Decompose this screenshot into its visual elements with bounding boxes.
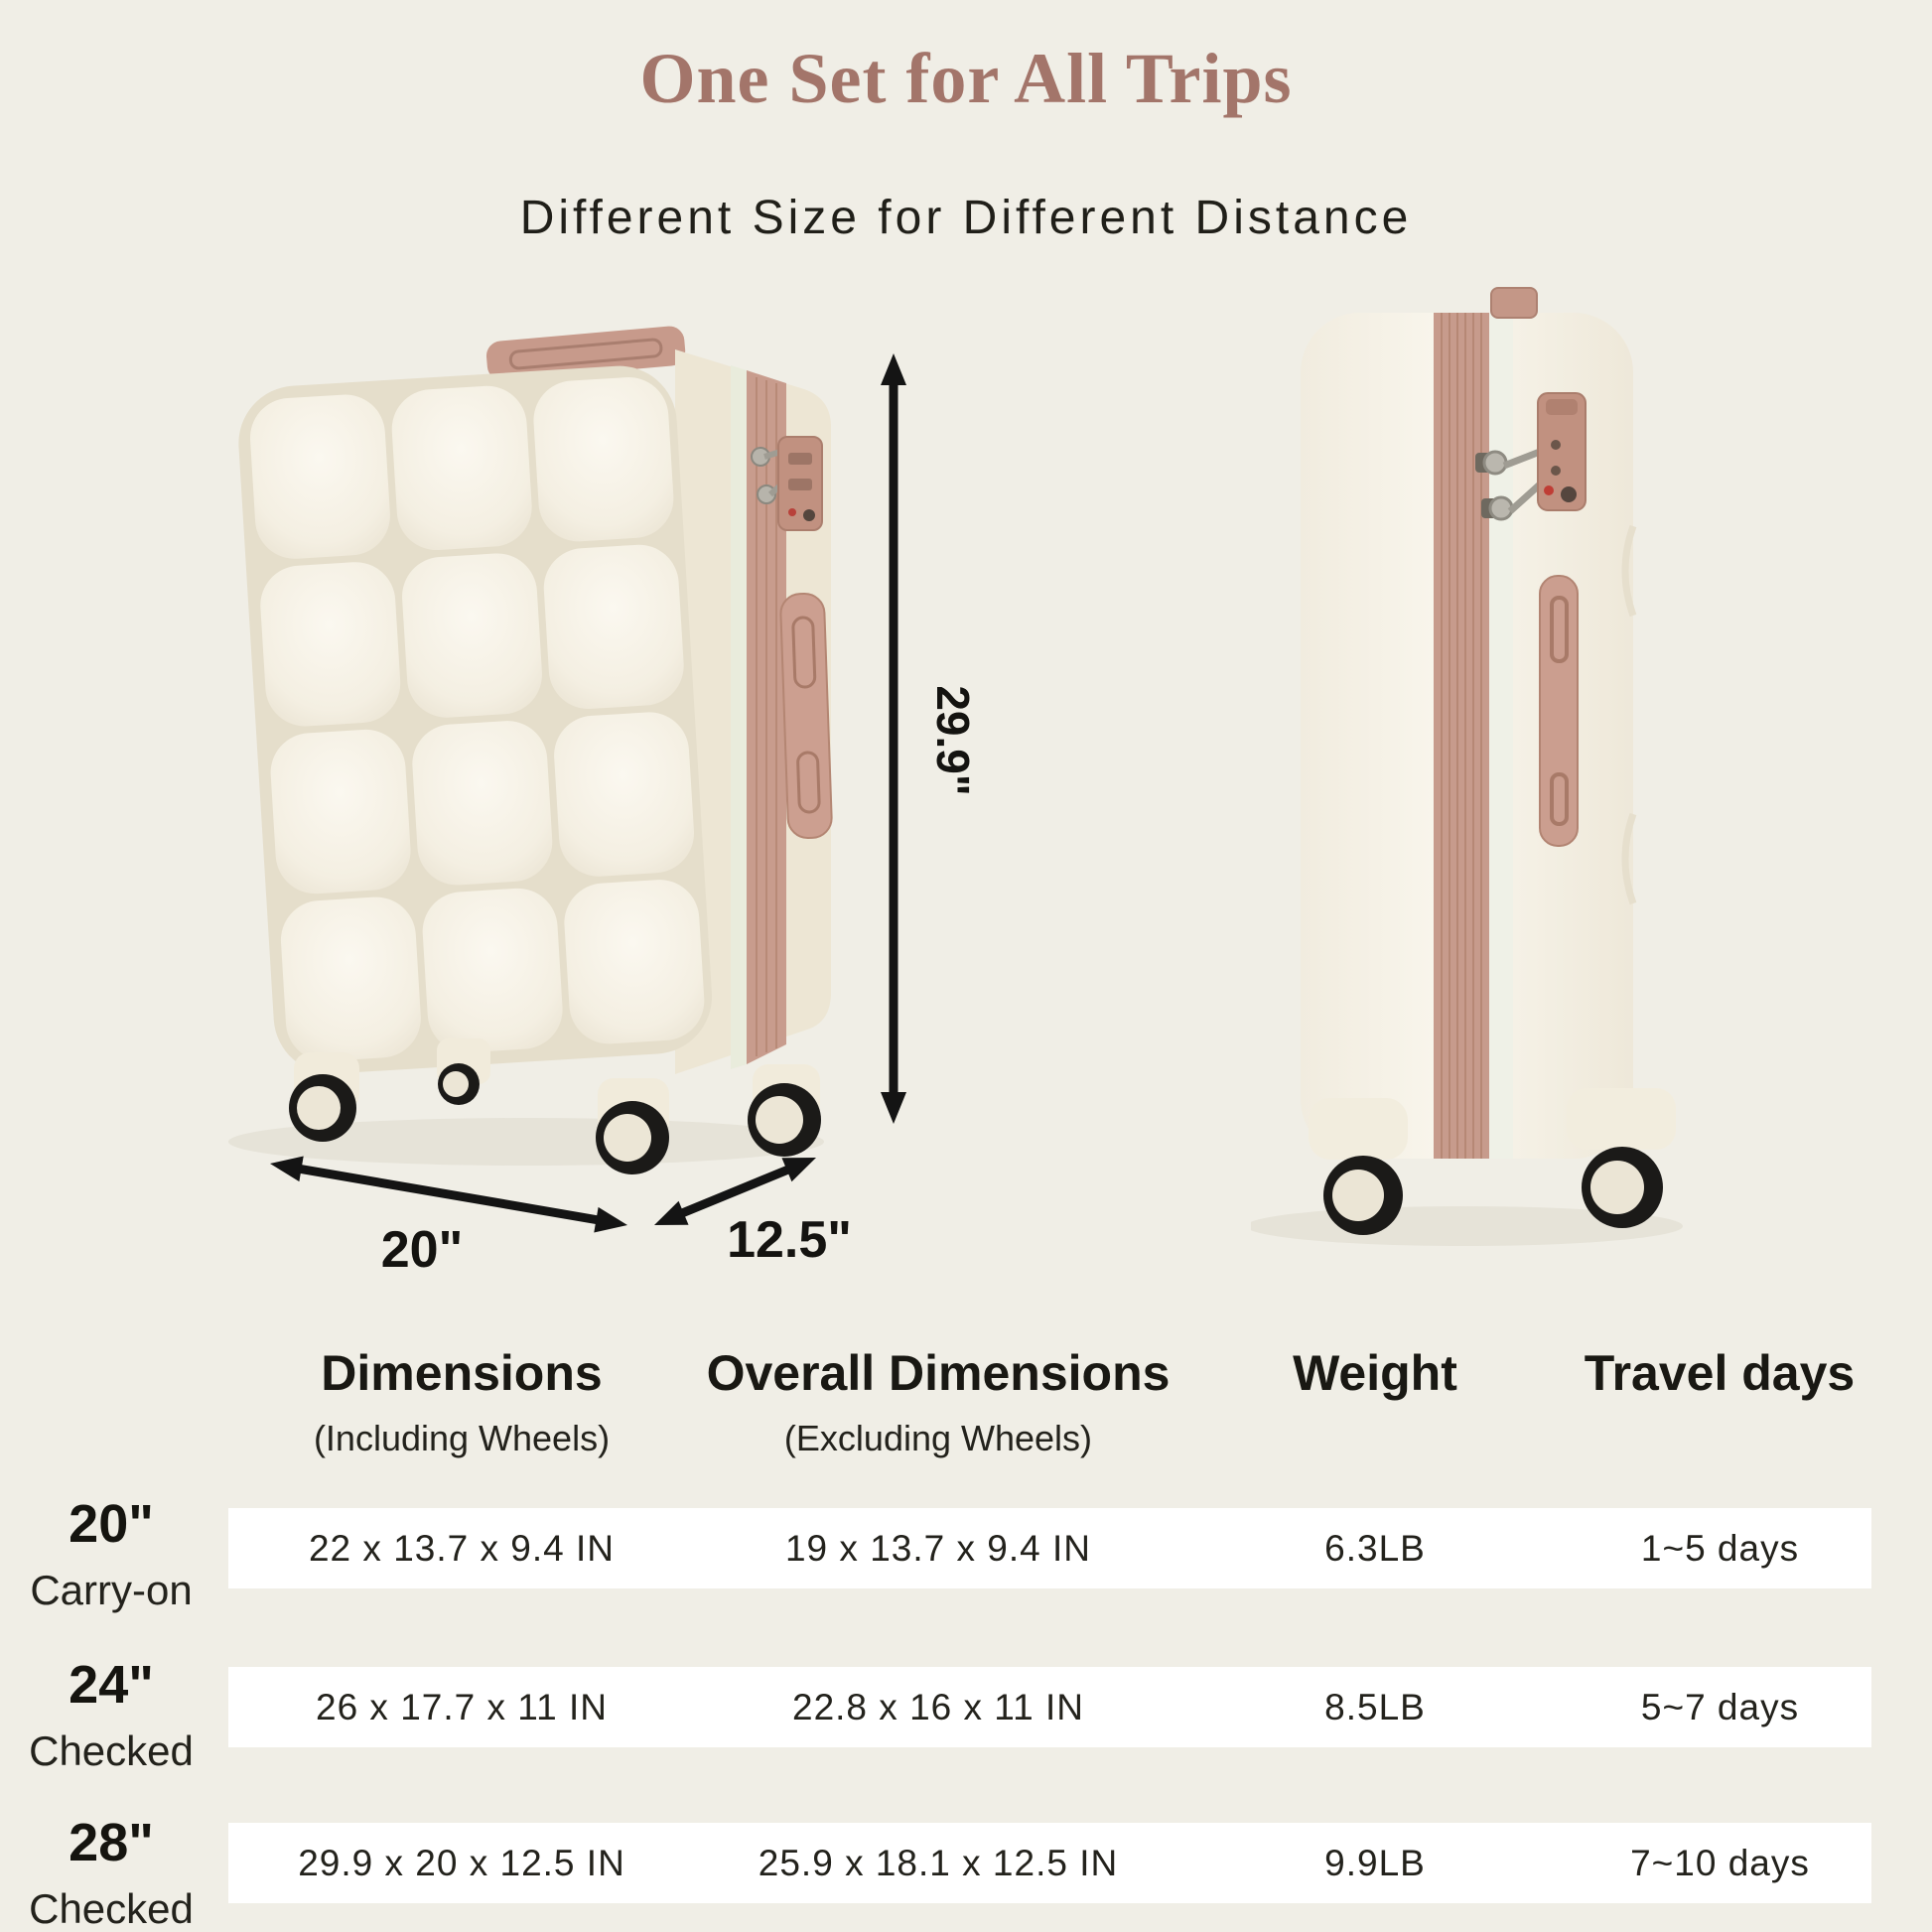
wheel xyxy=(438,1063,480,1105)
cell-weight: 6.3LB xyxy=(1324,1527,1426,1569)
row-category: Checked xyxy=(29,1727,194,1774)
cell-dimensions: 22 x 13.7 x 9.4 IN xyxy=(308,1527,615,1569)
cell-dimensions: 26 x 17.7 x 11 IN xyxy=(316,1686,608,1727)
wheel xyxy=(1323,1156,1403,1235)
row-label-20in xyxy=(6,1493,216,1614)
page-title: One Set for All Trips xyxy=(639,39,1293,118)
column-header-sublabel: (Including Wheels) xyxy=(313,1418,611,1458)
sage-trim-stripe xyxy=(1489,313,1513,1159)
height-arrow xyxy=(881,353,906,1124)
page-subtitle: Different Size for Different Distance xyxy=(519,192,1413,244)
height-label: 29.9" xyxy=(927,685,979,796)
row-category: Checked xyxy=(29,1885,194,1932)
cell-travel-days: 7~10 days xyxy=(1630,1842,1810,1883)
wheel xyxy=(748,1083,821,1157)
row-label-28in xyxy=(6,1812,216,1932)
front-suitcase-illustration xyxy=(199,258,993,1291)
table-row-24in xyxy=(228,1667,1871,1747)
row-size: 28" xyxy=(69,1813,154,1872)
zipper-band xyxy=(1434,313,1489,1159)
cell-overall: 22.8 x 16 x 11 IN xyxy=(792,1686,1084,1727)
side-handle xyxy=(780,593,833,838)
column-header-label: Weight xyxy=(1293,1345,1457,1401)
column-header-weight xyxy=(1293,1344,1457,1402)
row-label-24in xyxy=(6,1654,216,1775)
cell-weight: 9.9LB xyxy=(1324,1842,1426,1883)
column-header-label: Dimensions xyxy=(321,1345,603,1401)
wheel xyxy=(596,1101,669,1174)
quilted-front-face xyxy=(235,362,716,1077)
sage-trim-stripe xyxy=(731,365,747,1069)
column-header-dimensions xyxy=(314,1344,610,1459)
top-zipper-tab xyxy=(1491,288,1537,318)
cell-travel-days: 5~7 days xyxy=(1640,1686,1800,1727)
row-size: 20" xyxy=(69,1494,154,1554)
side-handle-strap xyxy=(1540,576,1578,846)
column-header-label: Travel days xyxy=(1584,1345,1856,1401)
column-header-label: Overall Dimensions xyxy=(706,1345,1171,1401)
depth-label: 12.5" xyxy=(727,1211,852,1269)
row-category: Carry-on xyxy=(30,1567,193,1613)
table-row-20in xyxy=(228,1508,1871,1588)
wheel xyxy=(289,1074,356,1142)
wheel xyxy=(1582,1147,1663,1228)
cell-overall: 19 x 13.7 x 9.4 IN xyxy=(784,1527,1091,1569)
cell-travel-days: 1~5 days xyxy=(1640,1527,1800,1569)
row-size: 24" xyxy=(69,1655,154,1715)
side-suitcase-illustration xyxy=(1251,278,1747,1271)
column-header-sublabel: (Excluding Wheels) xyxy=(783,1418,1093,1458)
cell-weight: 8.5LB xyxy=(1324,1686,1426,1727)
table-row-28in xyxy=(228,1823,1871,1903)
cell-dimensions: 29.9 x 20 x 12.5 IN xyxy=(298,1842,625,1883)
width-label: 20" xyxy=(380,1221,464,1279)
cell-overall: 25.9 x 18.1 x 12.5 IN xyxy=(758,1842,1119,1883)
column-header-travel-days xyxy=(1585,1344,1855,1402)
column-header-overall-dimensions xyxy=(707,1344,1171,1459)
